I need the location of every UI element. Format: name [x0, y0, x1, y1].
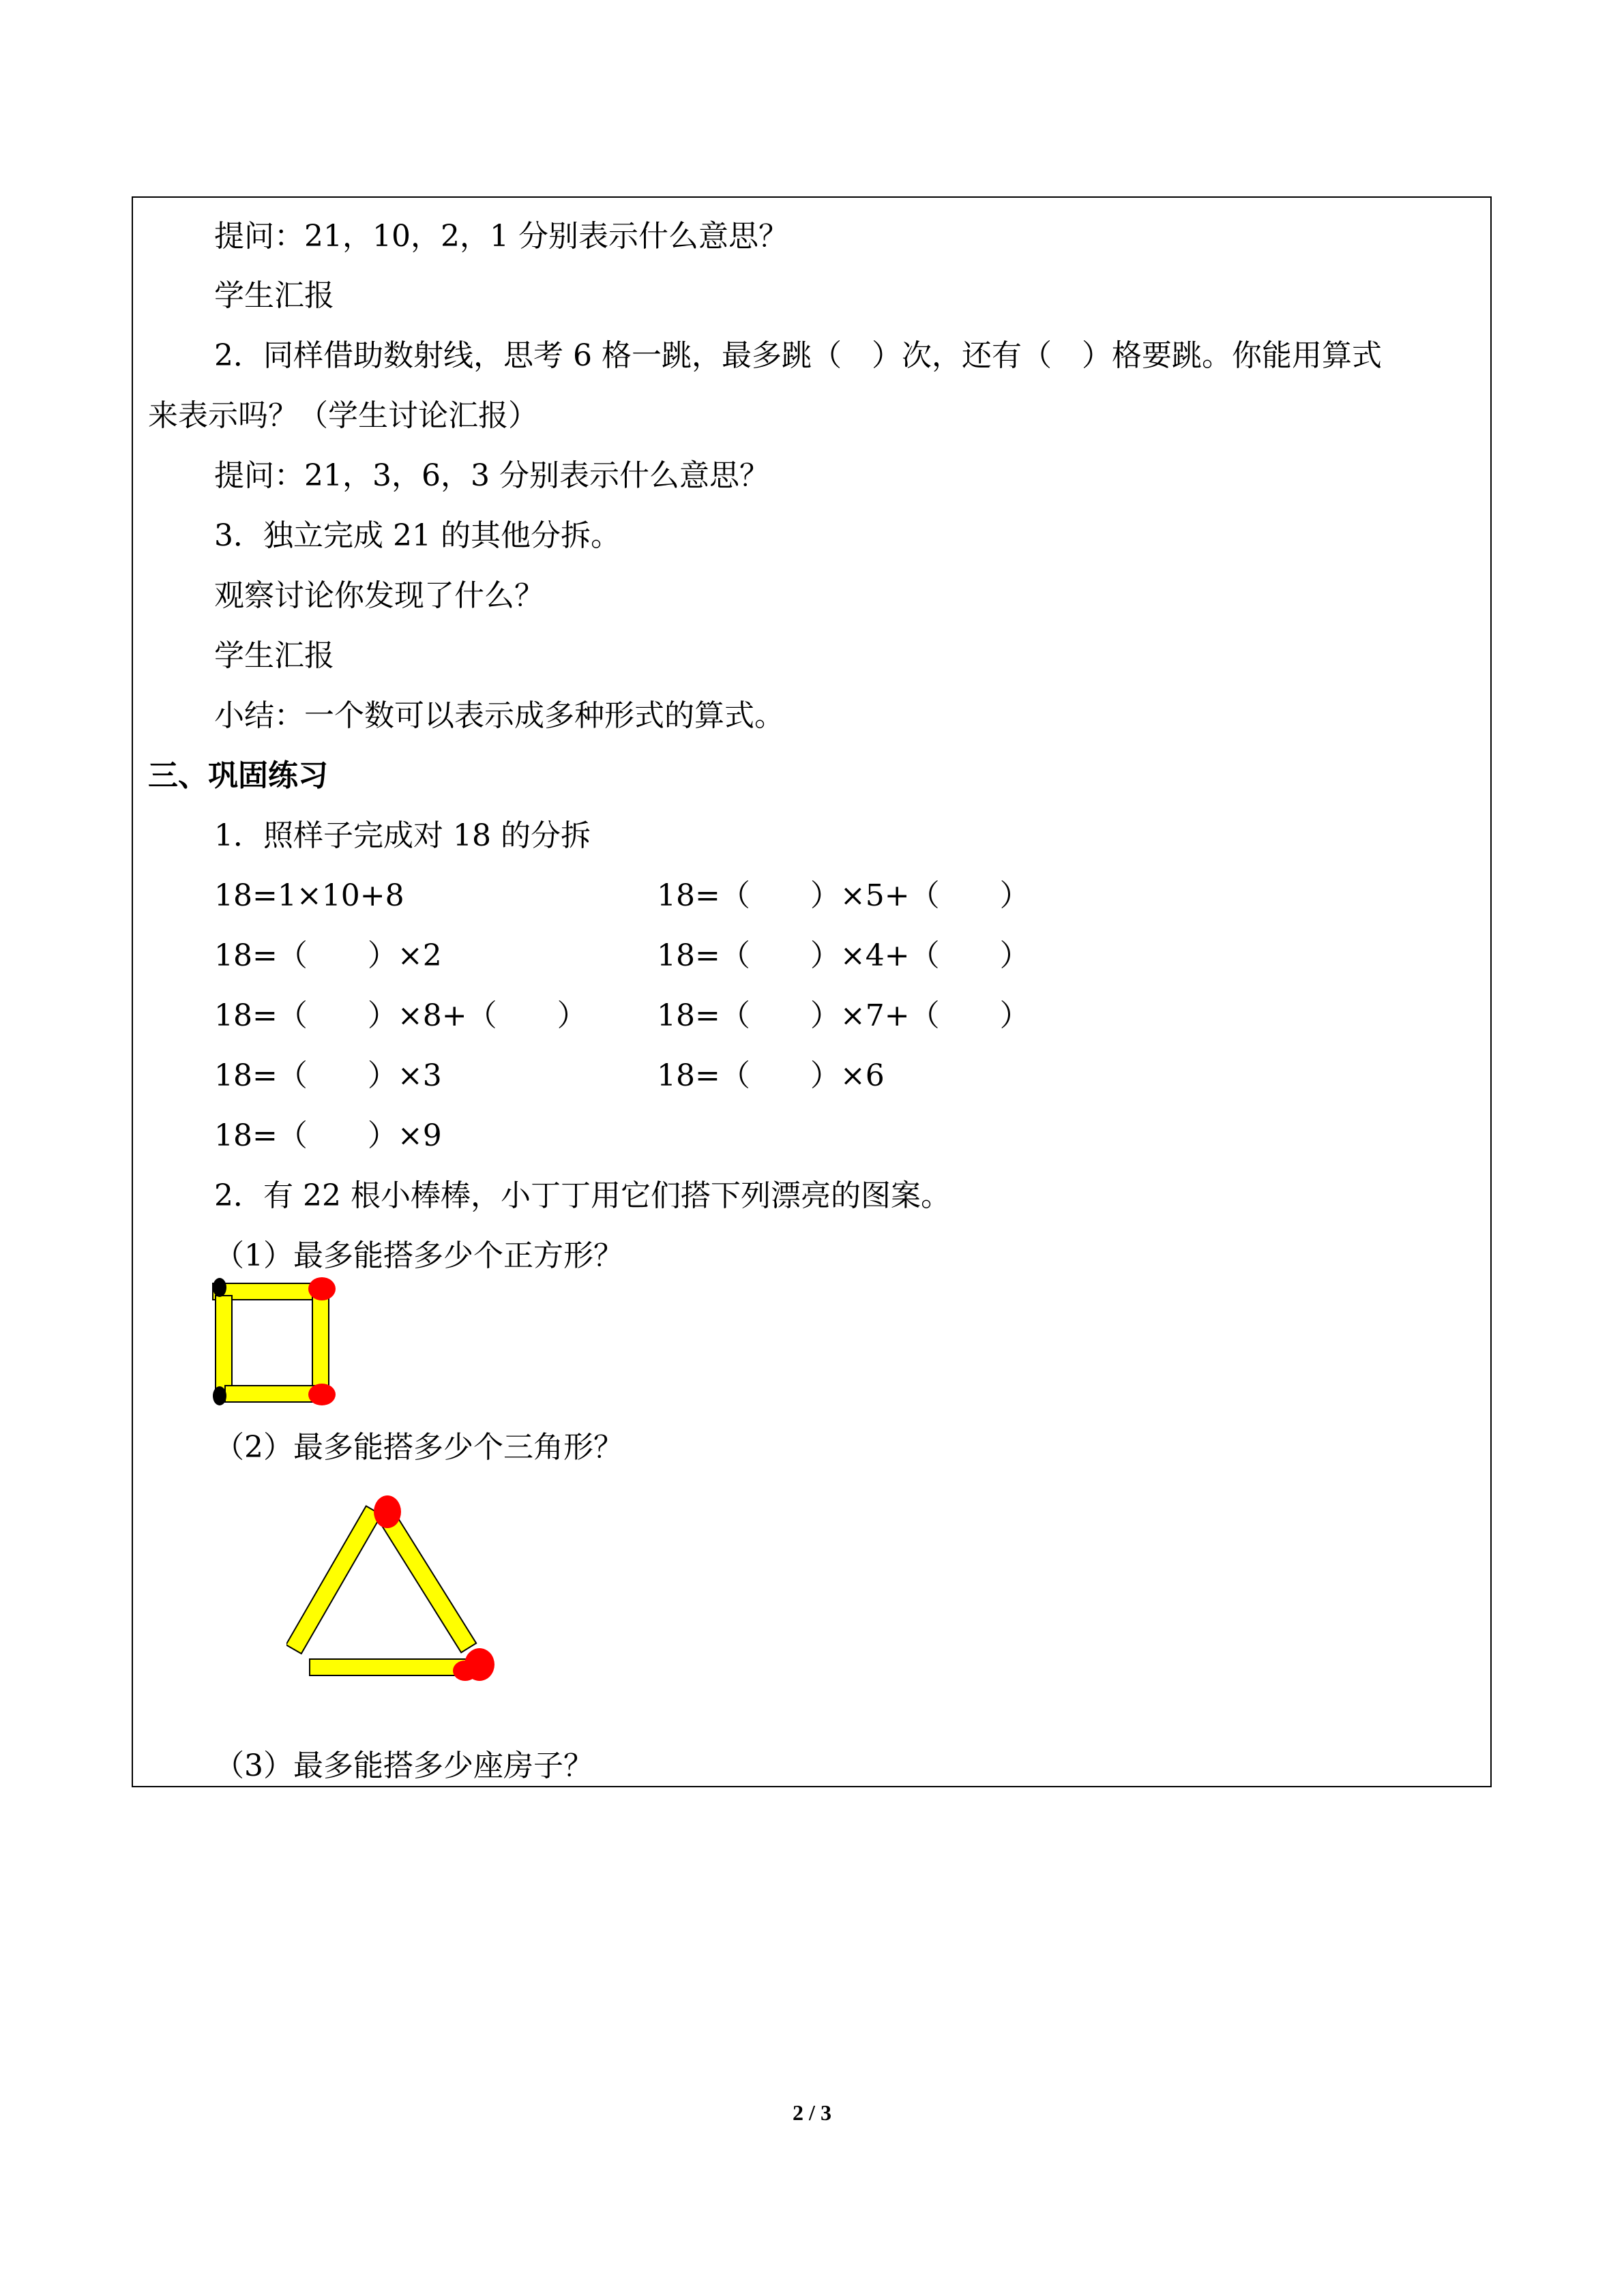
exercise-1: 1．照样子完成对 18 的分拆 [214, 818, 591, 853]
matchstick-triangle-icon [286, 1490, 505, 1688]
equation-left-1: 18=1×10+8 [214, 878, 404, 913]
equation-left-4: 18=（ ）×3 [214, 1058, 442, 1093]
equation-left-3: 18=（ ）×8+（ ） [214, 998, 587, 1033]
equation-left-2: 18=（ ）×2 [214, 938, 442, 973]
subquestion-3: （3）最多能搭多少座房子？ [214, 1748, 593, 1783]
question-1: 提问：21，10，2，1 分别表示什么意思？ [214, 219, 788, 254]
equation-right-3: 18=（ ）×7+（ ） [657, 998, 1030, 1033]
page-number: 2 / 3 [793, 2100, 831, 2125]
observe-prompt: 观察讨论你发现了什么？ [214, 578, 544, 613]
subquestion-2: （2）最多能搭多少个三角形？ [214, 1430, 623, 1465]
subquestion-1: （1）最多能搭多少个正方形？ [214, 1238, 623, 1273]
exercise-2: 2．有 22 根小棒棒，小丁丁用它们搭下列漂亮的图案。 [214, 1178, 951, 1213]
equation-right-2: 18=（ ）×4+（ ） [657, 938, 1030, 973]
equation-right-4: 18=（ ）×6 [657, 1058, 885, 1093]
step-3-text: 3．独立完成 21 的其他分拆。 [214, 518, 621, 553]
step-2-text: 2．同样借助数射线，思考 6 格一跳，最多跳（ ）次，还有（ ）格要跳。你能用算式 [214, 338, 1382, 373]
summary: 小结：一个数可以表示成多种形式的算式。 [214, 698, 784, 733]
step-2-continued: 来表示吗？（学生讨论汇报） [148, 398, 538, 433]
matchstick-square-icon [205, 1268, 355, 1412]
equation-right-1: 18=（ ）×5+（ ） [657, 878, 1030, 913]
student-report-2: 学生汇报 [214, 638, 334, 673]
equation-left-5: 18=（ ）×9 [214, 1118, 442, 1153]
student-report-1: 学生汇报 [214, 278, 334, 313]
question-2: 提问：21，3，6，3 分别表示什么意思？ [214, 458, 769, 493]
section-heading: 三、巩固练习 [148, 758, 328, 793]
